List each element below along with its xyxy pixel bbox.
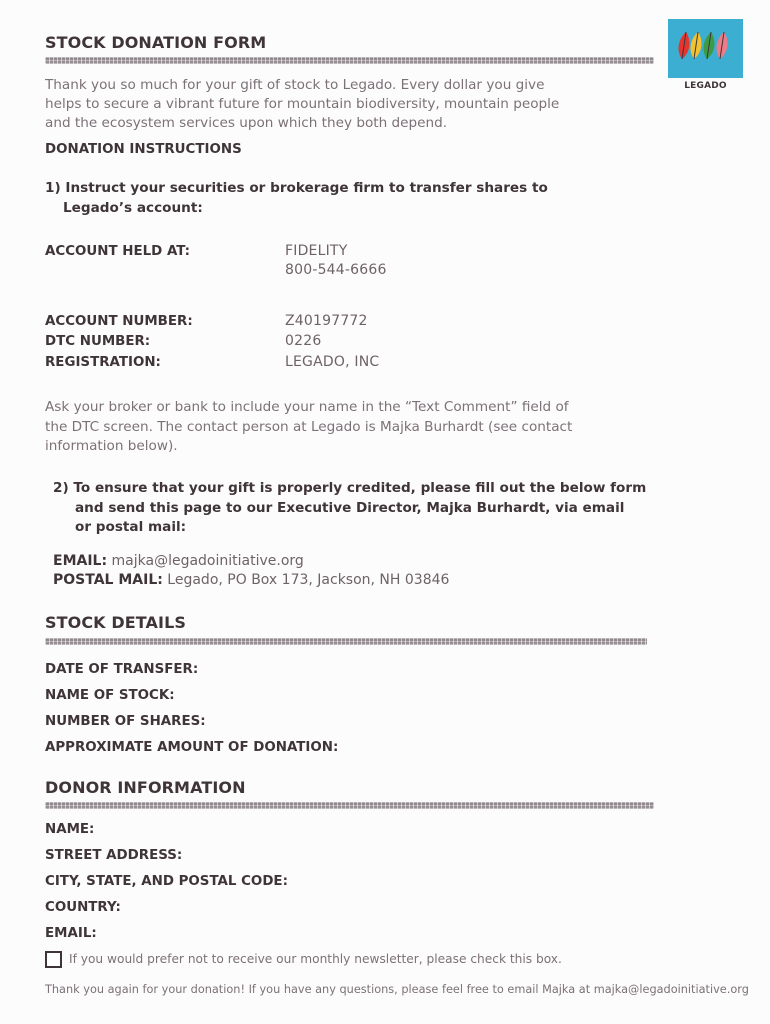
broker-note — [45, 398, 665, 457]
broker-note-line: Ask your broker or bank to include your name in the “Text Comment” field of — [45, 399, 569, 415]
name-of-stock-field[interactable]: NAME OF STOCK: — [45, 688, 175, 703]
broker-note-line: the DTC screen. The contact person at Legado is Majka Burhardt (see contact — [45, 418, 573, 435]
donor-information-rule — [45, 802, 654, 809]
newsletter-optout-label: If you would prefer not to receive our monthly newsletter, please check this box. — [69, 952, 562, 966]
registration-value: LEGADO, INC — [285, 354, 380, 370]
leaves-icon — [668, 19, 743, 78]
date-of-transfer-field[interactable]: DATE OF TRANSFER: — [45, 662, 199, 677]
step-two-line: and send this page to our Executive Director, Majka Burhardt, via email — [75, 499, 625, 516]
dtc-number-value: 0226 — [285, 333, 322, 349]
intro-line: Thank you so much for your gift of stock to Legado. Every dollar you give — [45, 77, 545, 93]
donor-information-heading: DONOR INFORMATION — [45, 778, 246, 797]
intro-paragraph — [45, 76, 645, 133]
donor-name-field[interactable]: NAME: — [45, 822, 95, 837]
step-two — [53, 479, 646, 538]
contact-postal-row — [53, 572, 449, 588]
legado-logo — [668, 19, 743, 78]
broker-note-line: information below). — [45, 438, 178, 454]
footer-note: Thank you again for your donation! If you have any questions, please feel free to email Majka at majka@legadoinitiative.org — [45, 983, 749, 996]
donation-amount-field[interactable]: APPROXIMATE AMOUNT OF DONATION: — [45, 740, 339, 755]
contact-postal-label: POSTAL MAIL: — [53, 572, 163, 588]
step-one-line: 1) Instruct your securities or brokerage firm to transfer shares to — [45, 180, 548, 196]
donation-instructions-heading: DONATION INSTRUCTIONS — [45, 142, 242, 157]
account-held-value: FIDELITY — [285, 243, 348, 259]
contact-postal-value: Legado, PO Box 173, Jackson, NH 03846 — [167, 572, 450, 588]
contact-email-label: EMAIL: — [53, 553, 108, 569]
title-rule — [45, 57, 654, 64]
account-held-label: ACCOUNT HELD AT: — [45, 244, 191, 259]
account-number-label: ACCOUNT NUMBER: — [45, 314, 193, 329]
street-address-field[interactable]: STREET ADDRESS: — [45, 848, 183, 863]
dtc-number-label: DTC NUMBER: — [45, 334, 151, 349]
step-one — [45, 179, 548, 218]
number-of-shares-field[interactable]: NUMBER OF SHARES: — [45, 714, 206, 729]
logo-wordmark: LEGADO — [684, 81, 727, 91]
contact-email-row — [53, 553, 304, 569]
account-number-value: Z40197772 — [285, 313, 368, 329]
form-title: STOCK DONATION FORM — [45, 33, 267, 52]
intro-line: helps to secure a vibrant future for mountain biodiversity, mountain people — [45, 96, 560, 112]
donor-email-field[interactable]: EMAIL: — [45, 926, 97, 941]
country-field[interactable]: COUNTRY: — [45, 900, 121, 915]
step-one-line: Legado’s account: — [63, 199, 203, 216]
city-state-postal-field[interactable]: CITY, STATE, AND POSTAL CODE: — [45, 874, 288, 889]
newsletter-optout-checkbox[interactable] — [45, 951, 62, 968]
registration-label: REGISTRATION: — [45, 355, 161, 370]
step-two-line: 2) To ensure that your gift is properly credited, please fill out the below form — [53, 480, 647, 496]
step-two-line: or postal mail: — [75, 519, 187, 535]
intro-line: and the ecosystem services upon which they both depend. — [45, 115, 448, 131]
stock-details-rule — [45, 638, 647, 645]
fidelity-phone: 800-544-6666 — [285, 262, 387, 278]
contact-email-link[interactable]: majka@legadoinitiative.org — [111, 553, 304, 569]
stock-details-heading: STOCK DETAILS — [45, 613, 186, 632]
